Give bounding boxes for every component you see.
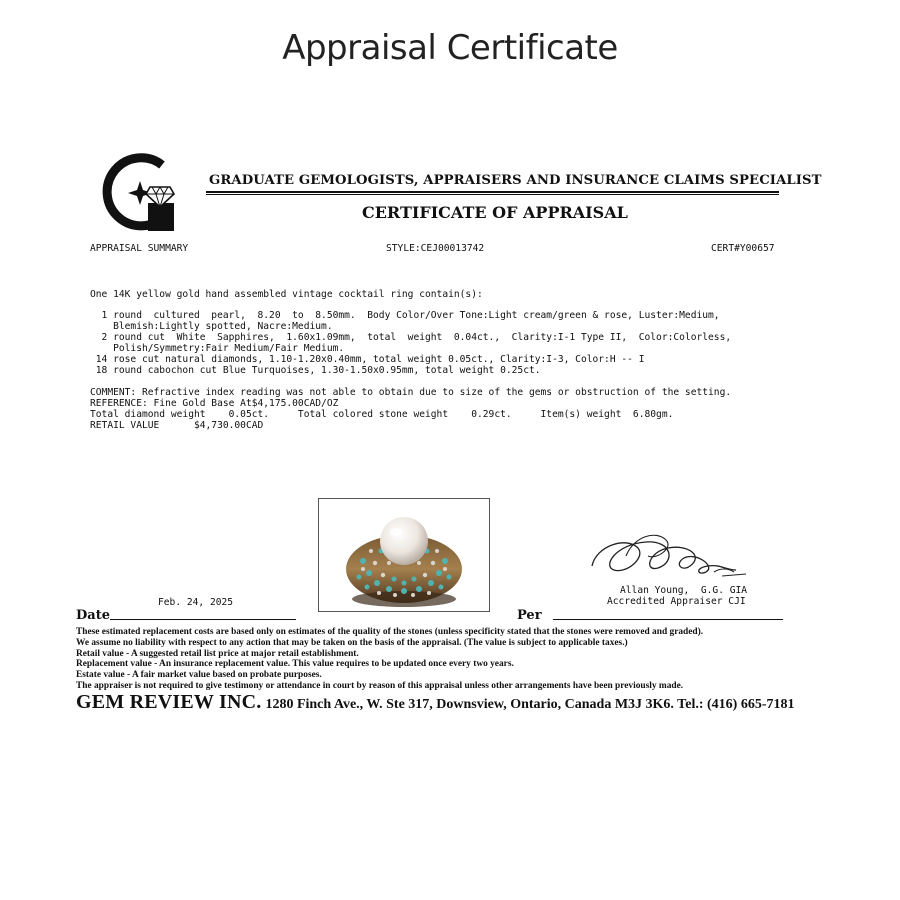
per-line xyxy=(553,619,783,620)
comment-line: COMMENT: Refractive index reading was not able to obtain due to size of the gems or obstruction of the setting. xyxy=(90,387,732,398)
disclaimer-line-3: Retail value - A suggested retail list price at major retail establishment. xyxy=(76,649,359,659)
totals-line: Total diamond weight 0.05ct. Total colored stone weight 0.29ct. Item(s) weight 6.80gm. xyxy=(90,409,674,420)
style-number: STYLE:CEJ00013742 xyxy=(386,243,485,254)
header-organization: GRADUATE GEMOLOGISTS, APPRAISERS AND INSURANCE CLAIMS SPECIALIST xyxy=(209,173,822,188)
retail-value-line: RETAIL VALUE $4,730.00CAD xyxy=(90,420,264,431)
date-label: Date xyxy=(76,608,110,623)
header-rule-top xyxy=(206,191,779,193)
gem-item-pearl-2: Blemish:Lightly spotted, Nacre:Medium. xyxy=(90,321,333,332)
disclaimer-line-1: These estimated replacement costs are based only on estimates of the quality of the stones (unless specificity stated that the stones were removed and graded). xyxy=(76,627,704,637)
company-address: 1280 Finch Ave., W. Ste 317, Downsview, Ontario, Canada M3J 3K6. Tel.: (416) 665-7181 xyxy=(265,697,795,712)
disclaimer-line-4: Replacement value - An insurance replacement value. This value requires to be updated once every two years. xyxy=(76,659,514,669)
page-title: Appraisal Certificate xyxy=(282,28,618,68)
date-line xyxy=(110,619,296,620)
reference-line: REFERENCE: Fine Gold Base At$4,175.00CAD/OZ xyxy=(90,398,339,409)
gem-item-pearl-1: 1 round cultured pearl, 8.20 to 8.50mm. Body Color/Over Tone:Light cream/green & rose, Luster:Medium, xyxy=(90,310,720,321)
appraiser-title: Accredited Appraiser CJI xyxy=(607,596,746,607)
ring-photo xyxy=(318,498,490,612)
disclaimer-line-6: The appraiser is not required to give testimony or attendance in court by reason of this appraisal unless other arrangements have been previously made. xyxy=(76,681,684,691)
appraisal-summary-label: APPRAISAL SUMMARY xyxy=(90,243,189,254)
disclaimer-line-5: Estate value - A fair market value based on probate purposes. xyxy=(76,670,322,680)
gem-item-sapphire-1: 2 round cut White Sapphires, 1.60x1.09mm, total weight 0.04ct., Clarity:I-1 Type II, Color:Colorless, xyxy=(90,332,732,343)
appraiser-signature-icon xyxy=(586,526,756,586)
gem-item-diamond: 14 rose cut natural diamonds, 1.10-1.20x0.40mm, total weight 0.05ct., Clarity:I-3, Color:H -- I xyxy=(90,354,645,365)
header-rule-bottom xyxy=(206,194,779,195)
date-value: Feb. 24, 2025 xyxy=(158,597,234,608)
disclaimer-line-2: We assume no liability with respect to any action that may be taken on the basis of the appraisal. (The value is subject to applicable taxes.) xyxy=(76,638,628,648)
item-intro: One 14K yellow gold hand assembled vintage cocktail ring contain(s): xyxy=(90,289,483,300)
gem-item-turquoise: 18 round cabochon cut Blue Turquoises, 1.30-1.50x0.95mm, total weight 0.25ct. xyxy=(90,365,541,376)
cert-number: CERT#Y00657 xyxy=(711,243,775,254)
footer-company xyxy=(76,691,794,714)
diamond-g-logo-icon xyxy=(100,153,182,235)
per-label: Per xyxy=(517,608,542,623)
gem-item-sapphire-2: Polish/Symmetry:Fair Medium/Fair Medium. xyxy=(90,343,345,354)
appraiser-name: Allan Young, G.G. GIA xyxy=(620,585,748,596)
certificate-title: CERTIFICATE OF APPRAISAL xyxy=(362,203,628,222)
company-name: GEM REVIEW INC. xyxy=(76,691,262,713)
